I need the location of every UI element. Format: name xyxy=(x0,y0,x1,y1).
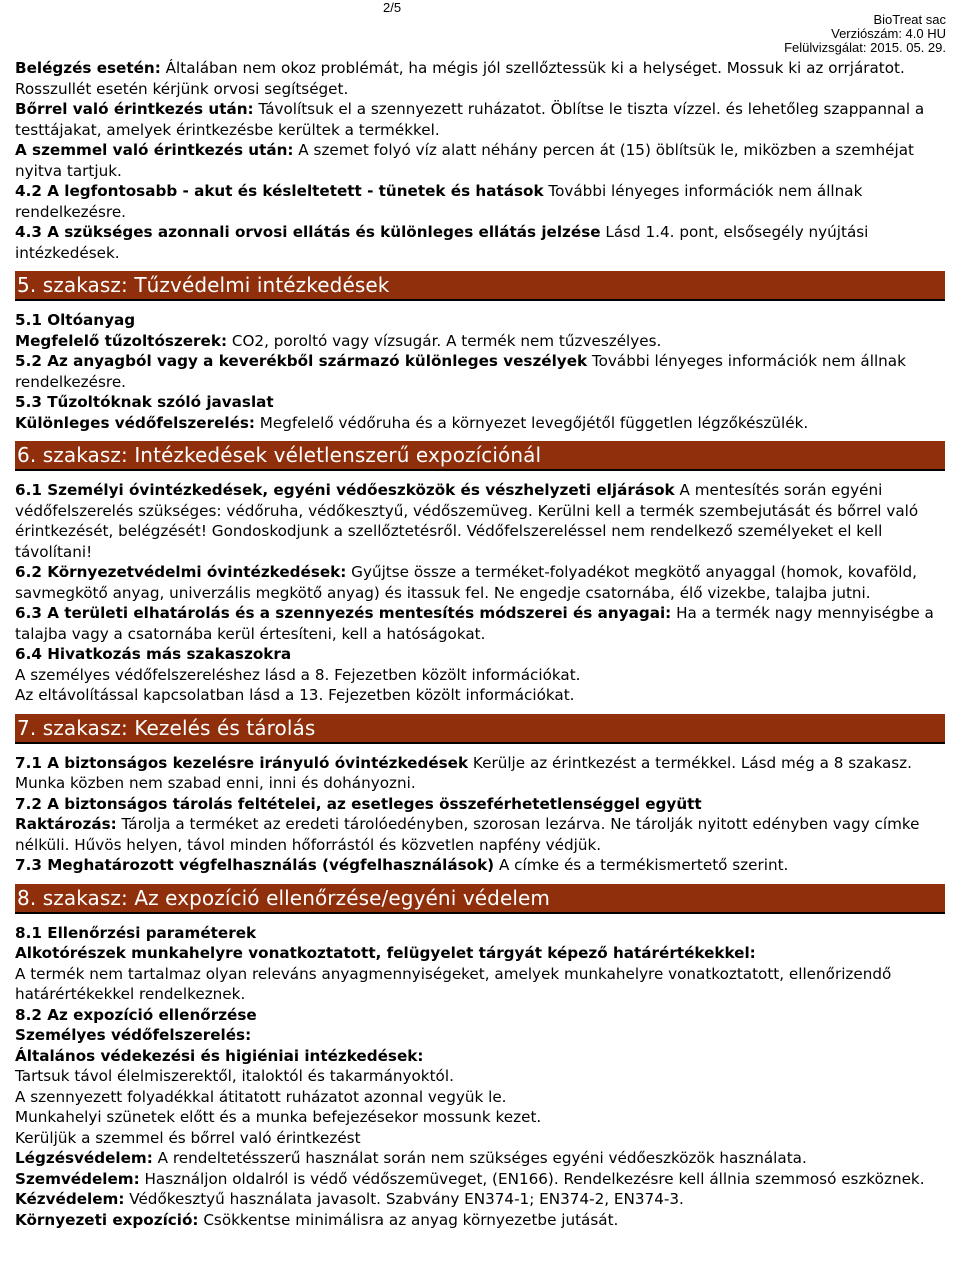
special-equipment-text: Megfelelő védőruha és a környezet levegőjétől független légzőkészülék. xyxy=(254,413,809,432)
section-8-title: 8. szakasz: Az expozíció ellenőrzése/egyéni védelem xyxy=(17,885,551,910)
special-hazards-text: További lényeges információk nem állnak rendelkezésre. xyxy=(15,352,906,391)
environmental-precautions-paragraph xyxy=(15,562,945,603)
personal-protection-heading xyxy=(15,1025,945,1046)
eye-contact-label: A szemmel való érintkezés után: xyxy=(15,141,294,159)
section-6-heading xyxy=(15,441,945,471)
extinguishing-media-label: 5.1 Oltóanyag xyxy=(15,311,136,329)
hygiene-line-3: Munkahelyi szünetek előtt és a munka befejezésekor mossunk kezet. xyxy=(15,1108,542,1126)
containment-paragraph xyxy=(15,603,945,644)
inhalation-text: Általában nem okoz problémát, ha mégis jól szellőztessük ki a helységet. Mossuk ki az orrjáratot. Rosszullét esetén kérjünk orvosi segítséget. xyxy=(15,59,905,98)
safe-storage-heading xyxy=(15,794,945,815)
section-7-heading xyxy=(15,714,945,744)
medical-attention-label: 4.3 A szükséges azonnali orvosi ellátás és különleges ellátás jelzése xyxy=(15,223,601,241)
personal-precautions-label: 6.1 Személyi óvintézkedések, egyéni védőeszközök és vészhelyzeti eljárások xyxy=(15,481,675,499)
end-use-paragraph xyxy=(15,855,945,876)
end-use-label: 7.3 Meghatározott végfelhasználás (végfelhasználások) xyxy=(15,856,495,874)
symptoms-paragraph xyxy=(15,181,945,222)
containment-text: Ha a termék nagy mennyiségbe a talajba vagy a csatornába kerül értesíteni, kell a hatóságokat. xyxy=(15,604,934,643)
reference-line-2: Az eltávolítással kapcsolatban lásd a 13. Fejezetben közölt információkat. xyxy=(15,686,575,704)
eye-protection-text: Használjon oldalról is védő védőszemüveget, (EN166). Rendelkezésre kell állnia szemmosó eszköznek. xyxy=(139,1169,925,1188)
product-name: BioTreat sac xyxy=(873,12,946,27)
medical-attention-paragraph xyxy=(15,222,945,263)
eye-contact-text: A szemet folyó víz alatt néhány percen át (15) öblítsük le, miközben a szemhéjat nyitva tartjuk. xyxy=(15,141,914,180)
safe-handling-paragraph xyxy=(15,753,945,794)
hygiene-line-1: Tartsuk távol élelmiszerektől, italoktól és takarmányoktól. xyxy=(15,1067,454,1085)
inhalation-label: Belégzés esetén: xyxy=(15,59,161,77)
exposure-controls-heading xyxy=(15,1005,945,1026)
version-number: Verziószám: 4.0 HU xyxy=(831,26,946,41)
exposure-controls-label: 8.2 Az expozíció ellenőrzése xyxy=(15,1005,257,1024)
eye-protection-paragraph xyxy=(15,1169,945,1190)
symptoms-text: További lényeges információk nem állnak rendelkezésre. xyxy=(15,182,863,221)
page-number: 2/5 xyxy=(383,0,402,15)
medical-attention-text: Lásd 1.4. pont, elsősegély nyújtási intézkedések. xyxy=(15,223,869,262)
section-7-title: 7. szakasz: Kezelés és tárolás xyxy=(17,715,316,740)
symptoms-label: 4.2 A legfontosabb - akut és késleltetett - tünetek és hatások xyxy=(15,182,544,200)
safe-storage-label: 7.2 A biztonságos tárolás feltételei, az esetleges összeférhetetlenséggel együtt xyxy=(15,794,702,813)
section-5-title: 5. szakasz: Tűzvédelmi intézkedések xyxy=(17,273,390,297)
extinguishing-text: CO2, poroltó vagy vízsugár. A termék nem tűzveszélyes. xyxy=(227,331,662,350)
respiratory-text: A rendeltetésszerű használat során nem szükséges egyéni védőeszközök használata. xyxy=(152,1149,807,1167)
control-parameters-heading xyxy=(15,923,945,944)
skin-contact-text: Távolítsuk el a szennyezett ruházatot. Öblítse le tiszta vízzel. és lehetőleg szappannal a testtájakat, amelyek érintkezésbe kerültek a termékkel. xyxy=(15,100,925,139)
hand-protection-text: Védőkesztyű használata javasolt. Szabvány EN374-1; EN374-2, EN374-3. xyxy=(124,1190,684,1208)
safe-handling-label: 7.1 A biztonságos kezelésre irányuló óvintézkedések xyxy=(15,753,469,772)
firefighter-advice-heading xyxy=(15,392,945,413)
reference-heading xyxy=(15,644,945,665)
limits-text: A termék nem tartalmaz olyan releváns anyagmennyiségeket, amelyek munkahelyre vonatkoztatott, ellenőrizendő határértékekkel rendelkeznek. xyxy=(15,964,892,1003)
special-hazards-paragraph xyxy=(15,351,945,392)
limits-label: Alkotórészek munkahelyre vonatkoztatott, felügyelet tárgyát képező határértékekkel: xyxy=(15,944,756,962)
environmental-exposure-text: Csökkentse minimálisra az anyag környezetbe jutását. xyxy=(198,1210,619,1229)
document-body xyxy=(15,58,945,1230)
limits-heading xyxy=(15,943,945,964)
environmental-exposure-label: Környezeti expozíció: xyxy=(15,1210,199,1229)
firefighter-advice-label: 5.3 Tűzoltóknak szóló javaslat xyxy=(15,393,274,411)
inhalation-paragraph xyxy=(15,58,945,99)
skin-contact-paragraph xyxy=(15,99,945,140)
reference-label: 6.4 Hivatkozás más szakaszokra xyxy=(15,645,292,663)
section-5-heading xyxy=(15,271,945,301)
extinguishing-media-heading xyxy=(15,310,945,331)
review-date: Felülvizsgálat: 2015. 05. 29. xyxy=(784,40,946,55)
end-use-text: A címke és a termékismertető szerint. xyxy=(494,856,789,874)
hand-protection-paragraph xyxy=(15,1189,945,1210)
control-parameters-label: 8.1 Ellenőrzési paraméterek xyxy=(15,923,257,942)
hygiene-heading xyxy=(15,1046,945,1067)
special-hazards-label: 5.2 Az anyagból vagy a keverékből származó különleges veszélyek xyxy=(15,352,588,370)
personal-precautions-text: A mentesítés során egyéni védőfelszerelés szükséges: védőruha, védőkesztyű, védőszemüveg. Kerülni kell a termék szembejutását és bőrrel való érintkezését, belégzését! Gondoskodjunk a szellőztetésről. Védőfelszereléssel nem rendelkező személyeket el kell távolítani! xyxy=(15,481,919,561)
hygiene-line-2: A szennyezett folyadékkal átitatott ruházatot azonnal vegyük le. xyxy=(15,1087,507,1106)
document-header xyxy=(784,13,946,55)
safe-handling-text: Kerülje az érintkezést a termékkel. Lásd még a 8 szakasz. Munka közben nem szabad enni, inni és dohányozni. xyxy=(15,753,912,792)
environmental-precautions-label: 6.2 Környezetvédelmi óvintézkedések: xyxy=(15,563,347,581)
extinguishing-label: Megfelelő tűzoltószerek: xyxy=(15,331,228,350)
section-6-title: 6. szakasz: Intézkedések véletlenszerű expozíciónál xyxy=(17,443,542,467)
storage-paragraph xyxy=(15,814,945,855)
special-equipment-paragraph xyxy=(15,413,945,434)
personal-protection-label: Személyes védőfelszerelés: xyxy=(15,1026,252,1044)
hand-protection-label: Kézvédelem: xyxy=(15,1190,125,1208)
environmental-precautions-text: Gyűjtse össze a terméket-folyadékot megkötő anyaggal (homok, kovaföld, savmegkötő anyag, univerzális megkötő anyag) és itassuk fel. Ne engedje csatornába, élő vizekbe, talajba jutni. xyxy=(15,563,917,602)
eye-contact-paragraph xyxy=(15,140,945,181)
personal-precautions-paragraph xyxy=(15,480,945,562)
skin-contact-label: Bőrrel való érintkezés után: xyxy=(15,100,254,118)
respiratory-label: Légzésvédelem: xyxy=(15,1149,153,1167)
section-8-heading xyxy=(15,884,945,914)
storage-label: Raktározás: xyxy=(15,815,117,833)
hygiene-label: Általános védekezési és higiéniai intézkedések: xyxy=(15,1046,424,1065)
eye-protection-label: Szemvédelem: xyxy=(15,1169,140,1188)
storage-text: Tárolja a terméket az eredeti tárolóedényben, szorosan lezárva. Ne tárolják nyitott edényben vagy címke nélküli. Hűvös helyen, távol minden hőforrástól és közvetlen napfény védjük. xyxy=(15,815,920,854)
containment-label: 6.3 A területi elhatárolás és a szennyezés mentesítés módszerei és anyagai: xyxy=(15,604,672,622)
reference-line-1: A személyes védőfelszereléshez lásd a 8. Fejezetben közölt információkat. xyxy=(15,665,581,684)
environmental-exposure-paragraph xyxy=(15,1210,945,1231)
respiratory-paragraph xyxy=(15,1148,945,1169)
extinguishing-paragraph xyxy=(15,331,945,352)
special-equipment-label: Különleges védőfelszerelés: xyxy=(15,413,255,432)
hygiene-line-4: Kerüljük a szemmel és bőrrel való érintkezést xyxy=(15,1128,361,1147)
